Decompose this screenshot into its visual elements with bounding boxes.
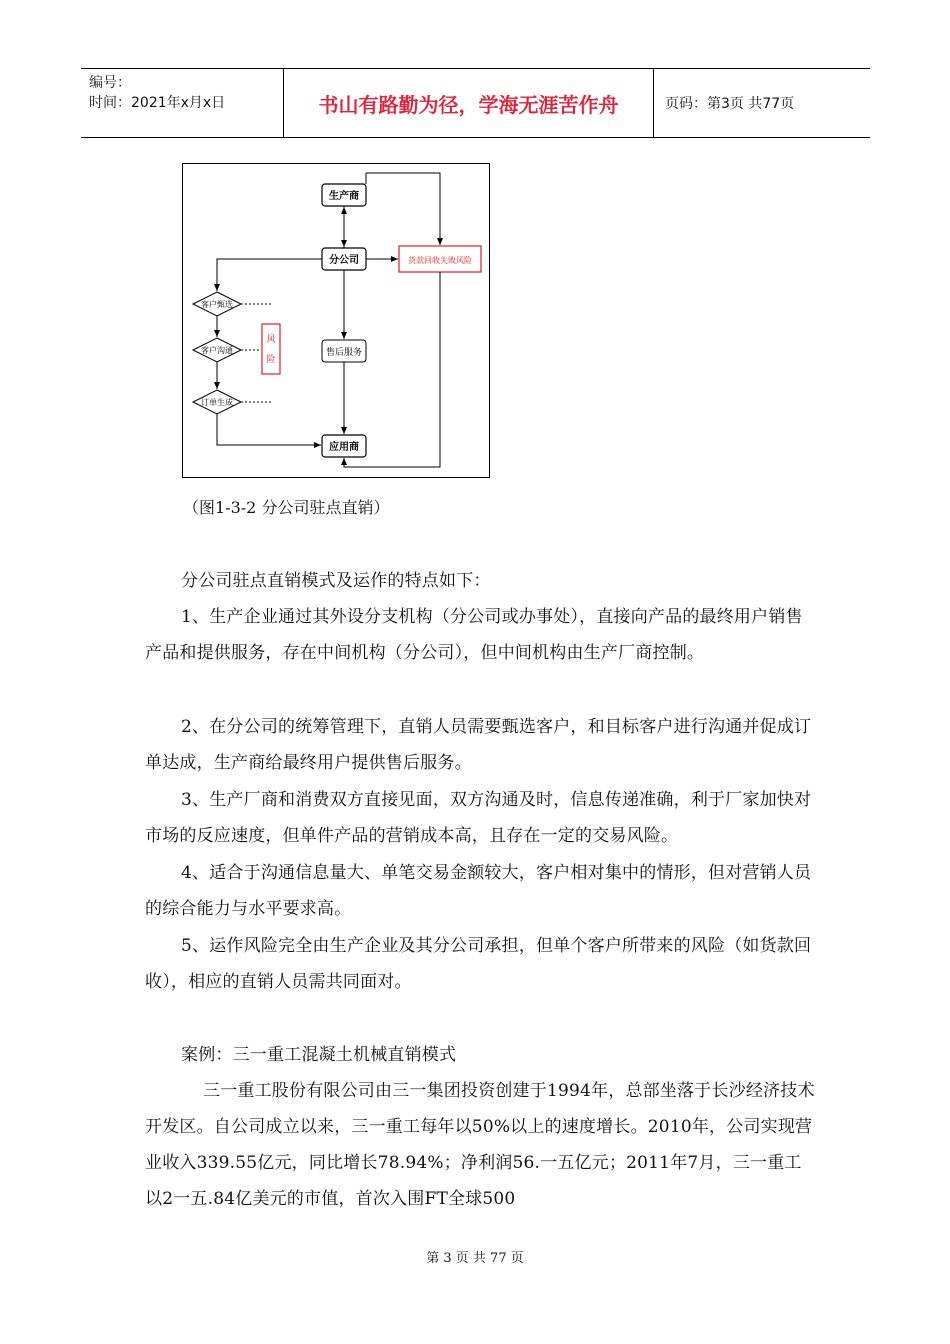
- point-3: 3、生产厂商和消费双方直接见面，双方沟通及时，信息传递准确，利于厂家加快对市场的反应速度，但单件产品的营销成本高，且存在一定的交易风险。: [145, 790, 812, 846]
- case-paragraph: 三一重工股份有限公司由三一集团投资创建于1994年，总部坐落于长沙经济技术开发区。自公司成立以来，三一重工每年以50%以上的速度增长。2010年，公司实现营业收入339.55亿元，同比增长78.94%；净利润56.一五亿元；2011年7月，三一重工以2一五.84亿美元的市值，首次入围FT全球500: [145, 1081, 815, 1209]
- node-risk-label-2: 险: [266, 355, 276, 365]
- node-customer-communication-label: 客户沟通: [201, 346, 233, 355]
- header-meta: [89, 73, 225, 113]
- time-label: 时间：2021年x月x日: [89, 95, 226, 111]
- point-1: 1、生产企业通过其外设分支机构（分公司或办事处），直接向产品的最终用户销售产品和提供服务，存在中间机构（分公司），但中间机构由生产厂商控制。: [145, 607, 803, 663]
- point-2: 2、在分公司的统筹管理下，直销人员需要甄选客户，和目标客户进行沟通并促成订单达成，生产商给最终用户提供售后服务。: [145, 717, 812, 773]
- node-risk-label-1: 风: [266, 335, 276, 345]
- node-customer-select-label: 客户甄选: [201, 300, 233, 309]
- node-risk: [262, 324, 280, 374]
- figure-caption: （图1-3-2 分公司驻点直销）: [183, 498, 390, 517]
- flow-diagram: [182, 163, 490, 478]
- point-5: 5、运作风险完全由生产企业及其分公司承担，但单个客户所带来的风险（如货款回收），相应的直销人员需共同面对。: [145, 936, 812, 992]
- header-page-info: 页码：第3页 共77页: [665, 96, 795, 112]
- number-label: 编号：: [89, 75, 131, 91]
- node-payment-risk-label: 货款回收失败风险: [408, 256, 472, 265]
- node-user-label: 应用商: [329, 442, 359, 453]
- node-after-sales-label: 售后服务: [325, 348, 363, 358]
- header-motto: 书山有路勤为径，学海无涯苦作舟: [318, 92, 619, 117]
- page-header: [81, 68, 870, 138]
- header-divider: [653, 69, 654, 137]
- page-footer: 第 3 页 共 77 页: [426, 1251, 524, 1266]
- case-title: 案例：三一重工混凝土机械直销模式: [181, 1045, 457, 1065]
- node-producer-label: 生产商: [329, 191, 359, 202]
- node-order-label: 订单生成: [201, 398, 233, 407]
- intro-paragraph: 分公司驻点直销模式及运作的特点如下：: [181, 571, 491, 591]
- point-4: 4、适合于沟通信息量大、单笔交易金额较大，客户相对集中的情形，但对营销人员的综合能力与水平要求高。: [145, 863, 812, 919]
- node-branch-label: 分公司: [329, 255, 359, 266]
